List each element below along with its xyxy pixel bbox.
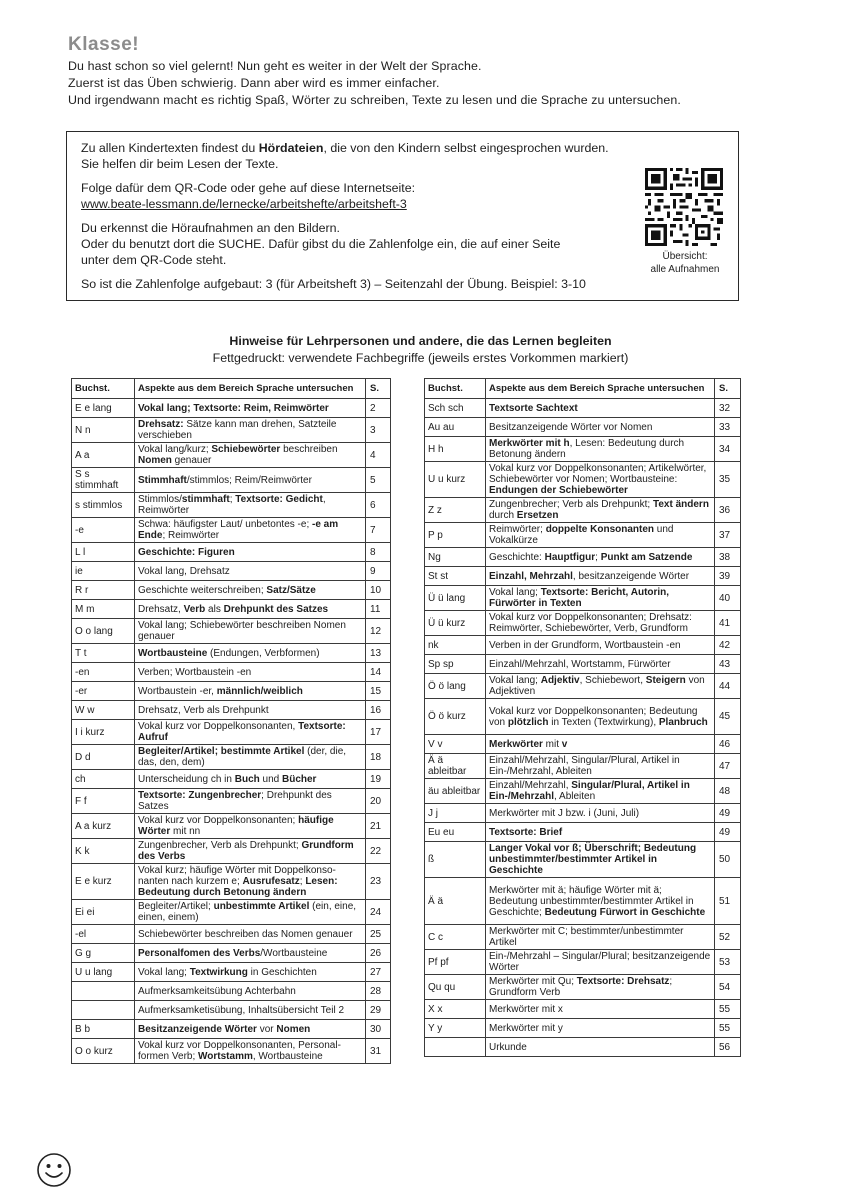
cell-aspect: Merkwörter mit x xyxy=(486,1000,715,1019)
cell-page: 40 xyxy=(715,586,741,611)
cell-letter: s stimmlos xyxy=(72,493,135,518)
cell-page: 5 xyxy=(366,468,391,493)
info-paragraph-1 xyxy=(81,140,609,156)
cell-page: 13 xyxy=(366,644,391,663)
table-row xyxy=(72,1039,391,1064)
cell-aspect: Schiebewörter beschreiben das Nomen genauer xyxy=(135,925,366,944)
cell-page: 51 xyxy=(715,878,741,925)
cell-aspect: Personalfomen des Verbs/Wortbausteine xyxy=(135,944,366,963)
cell-page: 54 xyxy=(715,975,741,1000)
cell-aspect: Geschichte: Hauptfigur; Punkt am Satzende xyxy=(486,548,715,567)
cell-aspect: Merkwörter mit Qu; Textsorte: Drehsatz; Grundform Verb xyxy=(486,975,715,1000)
cell-letter: K k xyxy=(72,839,135,864)
cell-aspect: Reimwörter; doppelte Konsonanten und Vokalkürze xyxy=(486,523,715,548)
cell-letter xyxy=(72,982,135,1001)
cell-page: 25 xyxy=(366,925,391,944)
cell-letter: Z z xyxy=(425,498,486,523)
cell-letter: R r xyxy=(72,581,135,600)
cell-aspect: Textsorte: Brief xyxy=(486,823,715,842)
cell-aspect: Drehsatz, Verb als Drehpunkt xyxy=(135,701,366,720)
table-row xyxy=(425,735,741,754)
cell-aspect: Vokal kurz; häufige Wörter mit Doppelkonsonanten nach kurzem e; Ausrufesatz; Lesen: Bedeutung durch Betonung ändern xyxy=(135,864,366,900)
cell-letter: P p xyxy=(425,523,486,548)
cell-page: 19 xyxy=(366,770,391,789)
info-paragraph-2: Folge dafür dem QR-Code oder gehe auf diese Internetseite: xyxy=(81,181,416,195)
table-row xyxy=(72,581,391,600)
cell-letter xyxy=(425,1038,486,1057)
cell-page: 29 xyxy=(366,1001,391,1020)
cell-aspect: Merkwörter mit v xyxy=(486,735,715,754)
cell-page: 42 xyxy=(715,636,741,655)
cell-page: 34 xyxy=(715,437,741,462)
info-paragraph-3-line-1: Du erkennst die Höraufnahmen an den Bildern. xyxy=(81,221,340,235)
cell-letter: Ng xyxy=(425,548,486,567)
header-page: S. xyxy=(366,379,391,399)
cell-page: 28 xyxy=(366,982,391,1001)
intro-line-3: Und irgendwann macht es richtig Spaß, Wörter zu schreiben, Texte zu lesen und die Sprache zu untersuchen. xyxy=(68,93,681,107)
cell-letter: H h xyxy=(425,437,486,462)
cell-letter: Pf pf xyxy=(425,950,486,975)
cell-page: 32 xyxy=(715,399,741,418)
topics-table-left xyxy=(71,378,391,1064)
table-row xyxy=(425,842,741,878)
table-row xyxy=(72,543,391,562)
page-title: Klasse! xyxy=(68,34,140,55)
table-row xyxy=(72,720,391,745)
cell-aspect: Verben in der Grundform, Wortbaustein -en xyxy=(486,636,715,655)
cell-page: 27 xyxy=(366,963,391,982)
qr-caption-line-1: Übersicht: xyxy=(662,251,708,262)
cell-aspect: Textsorte: Zungenbrecher; Drehpunkt des Satzes xyxy=(135,789,366,814)
cell-aspect: Drehsatz: Sätze kann man drehen, Satzteile verschieben xyxy=(135,418,366,443)
cell-letter: Eu eu xyxy=(425,823,486,842)
cell-aspect: Merkwörter mit J bzw. i (Juni, Juli) xyxy=(486,804,715,823)
table-row xyxy=(72,1020,391,1039)
table-row xyxy=(72,982,391,1001)
header-letter: Buchst. xyxy=(72,379,135,399)
section-title: Hinweise für Lehrpersonen und andere, die das Lernen begleiten xyxy=(229,334,612,348)
cell-letter: St st xyxy=(425,567,486,586)
cell-aspect: Vokal kurz vor Doppelkonsonanten, Textsorte: Aufruf xyxy=(135,720,366,745)
cell-letter: Qu qu xyxy=(425,975,486,1000)
cell-letter: -e xyxy=(72,518,135,543)
table-row xyxy=(72,468,391,493)
cell-letter: U u kurz xyxy=(425,462,486,498)
cell-page: 49 xyxy=(715,804,741,823)
cell-letter: A a xyxy=(72,443,135,468)
cell-letter: E e lang xyxy=(72,399,135,418)
cell-letter: G g xyxy=(72,944,135,963)
cell-aspect: Zungenbrecher; Verb als Drehpunkt; Text ändern durch Ersetzen xyxy=(486,498,715,523)
cell-letter: V v xyxy=(425,735,486,754)
cell-aspect: Einzahl, Mehrzahl, besitzanzeigende Wörter xyxy=(486,567,715,586)
cell-letter: äu ableitbar xyxy=(425,779,486,804)
cell-letter: O o lang xyxy=(72,619,135,644)
cell-letter xyxy=(72,1001,135,1020)
table-row xyxy=(72,701,391,720)
cell-aspect: Vokal kurz vor Doppelkonsonanten; häufige Wörter mit nn xyxy=(135,814,366,839)
cell-page: 48 xyxy=(715,779,741,804)
cell-aspect: Unterscheidung ch in Buch und Bücher xyxy=(135,770,366,789)
table-row xyxy=(425,399,741,418)
cell-aspect: Drehsatz, Verb als Drehpunkt des Satzes xyxy=(135,600,366,619)
cell-letter: X x xyxy=(425,1000,486,1019)
cell-letter: W w xyxy=(72,701,135,720)
cell-aspect: Vokal lang; Textsorte: Reim, Reimwörter xyxy=(135,399,366,418)
table-row xyxy=(425,611,741,636)
cell-page: 26 xyxy=(366,944,391,963)
cell-letter: -er xyxy=(72,682,135,701)
table-row xyxy=(72,745,391,770)
table-row xyxy=(72,682,391,701)
table-row xyxy=(425,950,741,975)
table-row xyxy=(425,823,741,842)
cell-aspect: Stimmlos/stimmhaft; Textsorte: Gedicht, Reimwörter xyxy=(135,493,366,518)
table-header-row xyxy=(72,379,391,399)
info-text: Zu allen Kindertexten findest du xyxy=(81,141,259,155)
cell-page: 46 xyxy=(715,735,741,754)
section-subtitle: Fettgedruckt: verwendete Fachbegriffe (jeweils erstes Vorkommen markiert) xyxy=(212,351,629,365)
cell-page: 49 xyxy=(715,823,741,842)
table-row xyxy=(425,548,741,567)
qr-caption xyxy=(633,250,737,276)
cell-page: 14 xyxy=(366,663,391,682)
cell-aspect: Besitzanzeigende Wörter vor Nomen xyxy=(135,1020,366,1039)
cell-page: 50 xyxy=(715,842,741,878)
table-row xyxy=(72,418,391,443)
cell-aspect: Vokal kurz vor Doppelkonsonanten; Drehsatz: Reimwörter, Schiebewörter, Verb, Grundform xyxy=(486,611,715,636)
table-row xyxy=(72,963,391,982)
table-row xyxy=(72,864,391,900)
table-row xyxy=(72,839,391,864)
cell-letter: N n xyxy=(72,418,135,443)
cell-page: 37 xyxy=(715,523,741,548)
table-row xyxy=(425,779,741,804)
header-page: S. xyxy=(715,379,741,399)
cell-letter: Ö ö kurz xyxy=(425,699,486,735)
cell-letter: -en xyxy=(72,663,135,682)
cell-letter: Sp sp xyxy=(425,655,486,674)
cell-page: 52 xyxy=(715,925,741,950)
cell-letter: D d xyxy=(72,745,135,770)
cell-page: 17 xyxy=(366,720,391,745)
cell-page: 44 xyxy=(715,674,741,699)
cell-letter: Ä ä ableitbar xyxy=(425,754,486,779)
table-row xyxy=(425,1038,741,1057)
intro-line-1: Du hast schon so viel gelernt! Nun geht es weiter in der Welt der Sprache. xyxy=(68,59,482,73)
cell-aspect: Vokal kurz vor Doppelkonsonanten, Personalformen Verb; Wortstamm, Wortbausteine xyxy=(135,1039,366,1064)
cell-aspect: Einzahl/Mehrzahl, Singular/Plural, Artikel in Ein-/Mehrzahl, Ableiten xyxy=(486,754,715,779)
cell-page: 43 xyxy=(715,655,741,674)
cell-page: 18 xyxy=(366,745,391,770)
cell-aspect: Zungenbrecher, Verb als Drehpunkt; Grundform des Verbs xyxy=(135,839,366,864)
cell-aspect: Merkwörter mit y xyxy=(486,1019,715,1038)
cell-page: 10 xyxy=(366,581,391,600)
cell-page: 21 xyxy=(366,814,391,839)
cell-page: 30 xyxy=(366,1020,391,1039)
cell-page: 20 xyxy=(366,789,391,814)
cell-letter: U u lang xyxy=(72,963,135,982)
cell-page: 8 xyxy=(366,543,391,562)
table-row xyxy=(425,804,741,823)
info-paragraph-3-line-3: unter dem QR-Code steht. xyxy=(81,253,227,267)
table-row xyxy=(425,636,741,655)
cell-aspect: Vokal lang; Textwirkung in Geschichten xyxy=(135,963,366,982)
audio-info-box xyxy=(66,131,739,301)
qr-caption-line-2: alle Aufnahmen xyxy=(650,264,720,275)
cell-letter: Au au xyxy=(425,418,486,437)
cell-page: 45 xyxy=(715,699,741,735)
info-paragraph-3-line-2: Oder du benutzt dort die SUCHE. Dafür gibst du die Zahlenfolge ein, die auf einer Seite xyxy=(81,237,561,251)
table-row xyxy=(425,1000,741,1019)
cell-page: 12 xyxy=(366,619,391,644)
header-letter: Buchst. xyxy=(425,379,486,399)
cell-aspect: Geschichte: Figuren xyxy=(135,543,366,562)
cell-page: 36 xyxy=(715,498,741,523)
cell-aspect: Begleiter/Artikel; unbestimmte Artikel (ein, eine, einen, einem) xyxy=(135,900,366,925)
smiley-icon xyxy=(36,1152,72,1188)
table-row xyxy=(425,878,741,925)
table-row xyxy=(72,600,391,619)
table-row xyxy=(72,619,391,644)
cell-aspect: Wortbausteine (Endungen, Verbformen) xyxy=(135,644,366,663)
table-row xyxy=(425,498,741,523)
cell-page: 33 xyxy=(715,418,741,437)
cell-letter: J j xyxy=(425,804,486,823)
qr-code-icon[interactable] xyxy=(645,168,723,246)
cell-letter: Ö ö lang xyxy=(425,674,486,699)
header-aspect: Aspekte aus dem Bereich Sprache untersuchen xyxy=(135,379,366,399)
cell-page: 24 xyxy=(366,900,391,925)
cell-aspect: Vokal lang, Drehsatz xyxy=(135,562,366,581)
cell-aspect: Vokal lang; Textsorte: Bericht, Autorin, Fürwörter in Texten xyxy=(486,586,715,611)
cell-page: 56 xyxy=(715,1038,741,1057)
cell-letter: L l xyxy=(72,543,135,562)
table-row xyxy=(72,443,391,468)
cell-aspect: Stimmhaft/stimmlos; Reim/Reimwörter xyxy=(135,468,366,493)
cell-page: 41 xyxy=(715,611,741,636)
cell-page: 3 xyxy=(366,418,391,443)
cell-aspect: Geschichte weiterschreiben; Satz/Sätze xyxy=(135,581,366,600)
cell-page: 53 xyxy=(715,950,741,975)
cell-aspect: Merkwörter mit h, Lesen: Bedeutung durch Betonung ändern xyxy=(486,437,715,462)
cell-aspect: Vokal kurz vor Doppelkonsonanten; Artikelwörter, Schiebewörter vor Nomen; Wortbausteine: Endungen der Schiebewörter xyxy=(486,462,715,498)
cell-page: 38 xyxy=(715,548,741,567)
cell-letter: Ü ü lang xyxy=(425,586,486,611)
cell-letter: ie xyxy=(72,562,135,581)
cell-page: 6 xyxy=(366,493,391,518)
table-header-row xyxy=(425,379,741,399)
table-row xyxy=(425,586,741,611)
cell-page: 15 xyxy=(366,682,391,701)
cell-aspect: Langer Vokal vor ß; Überschrift; Bedeutung unbestimmter/bestimmter Artikel in Geschichte xyxy=(486,842,715,878)
table-row xyxy=(72,1001,391,1020)
cell-letter: I i kurz xyxy=(72,720,135,745)
cell-letter: ß xyxy=(425,842,486,878)
cell-letter: -el xyxy=(72,925,135,944)
cell-aspect: Verben; Wortbaustein -en xyxy=(135,663,366,682)
hoerdateien-term: Hördateien xyxy=(258,141,324,155)
cell-letter: B b xyxy=(72,1020,135,1039)
table-row xyxy=(425,975,741,1000)
cell-aspect: Merkwörter mit C; bestimmter/unbestimmter Artikel xyxy=(486,925,715,950)
table-row xyxy=(425,523,741,548)
table-row xyxy=(425,674,741,699)
table-row xyxy=(425,655,741,674)
cell-aspect: Schwa: häufigster Laut/ unbetontes -e; -e am Ende; Reimwörter xyxy=(135,518,366,543)
table-row xyxy=(72,925,391,944)
cell-page: 23 xyxy=(366,864,391,900)
cell-letter: F f xyxy=(72,789,135,814)
cell-letter: O o kurz xyxy=(72,1039,135,1064)
cell-letter: Y y xyxy=(425,1019,486,1038)
website-link[interactable]: www.beate-lessmann.de/lernecke/arbeitshefte/arbeitsheft-3 xyxy=(81,197,407,211)
cell-page: 22 xyxy=(366,839,391,864)
cell-aspect: Einzahl/Mehrzahl, Wortstamm, Fürwörter xyxy=(486,655,715,674)
table-row xyxy=(425,699,741,735)
cell-page: 11 xyxy=(366,600,391,619)
table-row xyxy=(72,814,391,839)
info-paragraph-4: So ist die Zahlenfolge aufgebaut: 3 (für Arbeitsheft 3) – Seitenzahl der Übung. Beispiel: 3-10 xyxy=(81,277,586,291)
table-row xyxy=(72,399,391,418)
table-row xyxy=(72,562,391,581)
cell-aspect: Merkwörter mit ä; häufige Wörter mit ä; Bedeutung unbestimmter/bestimmter Artikel in Geschichte; Bedeutung Fürwort in Geschichte xyxy=(486,878,715,925)
cell-page: 9 xyxy=(366,562,391,581)
cell-aspect: Textsorte Sachtext xyxy=(486,399,715,418)
cell-page: 16 xyxy=(366,701,391,720)
cell-letter: M m xyxy=(72,600,135,619)
info-paragraph-1-line-2: Sie helfen dir beim Lesen der Texte. xyxy=(81,157,279,171)
table-row xyxy=(425,567,741,586)
table-row xyxy=(72,789,391,814)
cell-aspect: Vokal kurz vor Doppelkonsonanten; Bedeutung von plötzlich in Texten (Textwirkung), Planbruch xyxy=(486,699,715,735)
table-row xyxy=(72,644,391,663)
table-row xyxy=(425,754,741,779)
topics-table-right xyxy=(424,378,741,1057)
info-text: , die von den Kindern selbst eingesprochen wurden. xyxy=(323,141,609,155)
table-row xyxy=(425,1019,741,1038)
table-row xyxy=(72,900,391,925)
cell-letter: A a kurz xyxy=(72,814,135,839)
cell-letter: T t xyxy=(72,644,135,663)
cell-letter: ch xyxy=(72,770,135,789)
cell-letter: Ä ä xyxy=(425,878,486,925)
cell-aspect: Aufmerksamkeitsübung Achterbahn xyxy=(135,982,366,1001)
cell-page: 4 xyxy=(366,443,391,468)
cell-page: 31 xyxy=(366,1039,391,1064)
table-row xyxy=(72,493,391,518)
intro-text xyxy=(68,58,808,109)
table-row xyxy=(425,437,741,462)
table-row xyxy=(72,944,391,963)
cell-letter: C c xyxy=(425,925,486,950)
cell-letter: E e kurz xyxy=(72,864,135,900)
cell-page: 55 xyxy=(715,1000,741,1019)
cell-aspect: Wortbaustein -er, männlich/weiblich xyxy=(135,682,366,701)
table-row xyxy=(72,770,391,789)
cell-letter: S s stimmhaft xyxy=(72,468,135,493)
cell-page: 7 xyxy=(366,518,391,543)
table-row xyxy=(425,925,741,950)
cell-letter: Sch sch xyxy=(425,399,486,418)
cell-aspect: Besitzanzeigende Wörter vor Nomen xyxy=(486,418,715,437)
cell-aspect: Vokal lang/kurz; Schiebewörter beschreiben Nomen genauer xyxy=(135,443,366,468)
cell-aspect: Ein-/Mehrzahl – Singular/Plural; besitzanzeigende Wörter xyxy=(486,950,715,975)
header-aspect: Aspekte aus dem Bereich Sprache untersuchen xyxy=(486,379,715,399)
table-row xyxy=(72,663,391,682)
cell-aspect: Vokal lang; Schiebewörter beschreiben Nomen genauer xyxy=(135,619,366,644)
cell-page: 39 xyxy=(715,567,741,586)
table-row xyxy=(72,518,391,543)
cell-aspect: Einzahl/Mehrzahl, Singular/Plural, Artikel in Ein-/Mehrzahl, Ableiten xyxy=(486,779,715,804)
cell-page: 55 xyxy=(715,1019,741,1038)
cell-letter: Ei ei xyxy=(72,900,135,925)
cell-aspect: Aufmerksamketisübung, Inhaltsübersicht Teil 2 xyxy=(135,1001,366,1020)
intro-line-2: Zuerst ist das Üben schwierig. Dann aber wird es immer einfacher. xyxy=(68,76,440,90)
cell-page: 2 xyxy=(366,399,391,418)
cell-letter: Ü ü kurz xyxy=(425,611,486,636)
cell-letter: nk xyxy=(425,636,486,655)
cell-aspect: Urkunde xyxy=(486,1038,715,1057)
cell-page: 35 xyxy=(715,462,741,498)
cell-page: 47 xyxy=(715,754,741,779)
cell-aspect: Begleiter/Artikel; bestimmte Artikel (der, die, das, den, dem) xyxy=(135,745,366,770)
table-row xyxy=(425,418,741,437)
cell-aspect: Vokal lang; Adjektiv, Schiebewort, Steigern von Adjektiven xyxy=(486,674,715,699)
table-row xyxy=(425,462,741,498)
